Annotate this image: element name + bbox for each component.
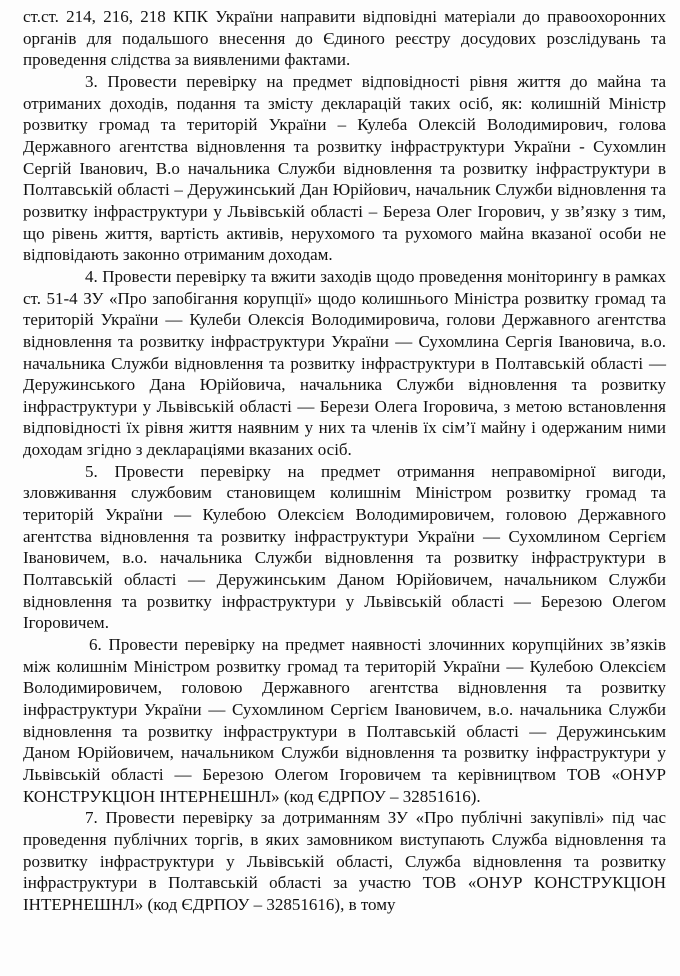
paragraph-3: 3. Провести перевірку на предмет відповідності рівня життя до майна та отриманих доходів, подання та змісту декларацій таких осіб, як: колишній Міністр розвитку громад та територій України – Кулеба Олексій Володимирович, голова Державного агентства відновлення та розвитку інфраструктури України - Сухомлин Сергій Іванович, В.о начальника Служби відновлення та розвитку інфраструктури в Полтавській області – Деружинський Дан Юрійович, начальник Служби відновлення та розвитку інфраструктури у Львівській області – Береза Олег Ігорович, у зв’язку з тим, що рівень життя, вартість активів, нерухомого та рухомого майна вказаної особи не відповідають законно отриманим доходам.: [23, 71, 666, 265]
paragraph-2-continuation: ст.ст. 214, 216, 218 КПК України направити відповідні матеріали до правоохоронних органів для подальшого внесення до Єдиного реєстру досудових розслідувань та проведення слідства за виявленими фактами.: [23, 7, 666, 70]
paragraph-6: 6. Провести перевірку на предмет наявності злочинних корупційних зв’язків між колишнім Міністром розвитку громад та територій України — Кулебою Олексієм Володимировичем, головою Державного агентства відновлення та розвитку інфраструктури України — Сухомлином Сергієм Івановичем, в.о. начальника Служби відновлення та розвитку інфраструктури в Полтавській області — Деружинським Даном Юрійовичем, начальником Служби відновлення та розвитку інфраструктури у Львівській області — Березою Олегом Ігоровичем та керівництвом ТОВ «ОНУР КОНСТРУКЦІОН ІНТЕРНЕШНЛ» (код ЄДРПОУ – 32851616).: [23, 635, 666, 806]
paragraph-7: 7. Провести перевірку за дотриманням ЗУ «Про публічні закупівлі» під час проведення публічних торгів, в яких замовником виступають Служба відновлення та розвитку інфраструктури у Львівській області, Служба відновлення та розвитку інфраструктури в Полтавській області за участю ТОВ «ОНУР КОНСТРУКЦІОН ІНТЕРНЕШНЛ» (код ЄДРПОУ – 32851616), в тому: [23, 808, 666, 914]
paragraph-4: 4. Провести перевірку та вжити заходів щодо проведення моніторингу в рамках ст. 51-4 ЗУ «Про запобігання корупції» щодо колишнього Міністра розвитку громад та територій України — Кулеби Олексія Володимировича, голови Державного агентства відновлення та розвитку інфраструктури України — Сухомлина Сергія Івановича, в.о. начальника Служби відновлення та розвитку інфраструктури в Полтавській області — Деружинського Дана Юрійовича, начальника Служби відновлення та розвитку інфраструктури у Львівській області — Берези Олега Ігоровича, з метою встановлення відповідності їх рівня життя наявним у них та членів їх сім’ї майну і одержаним ними доходам згідно з деклараціями вказаних осіб.: [23, 266, 666, 460]
paragraph-5: 5. Провести перевірку на предмет отримання неправомірної вигоди, зловживання службовим становищем колишнім Міністром розвитку громад та територій України — Кулебою Олексієм Володимировичем, головою Державного агентства відновлення та розвитку інфраструктури України — Сухомлином Сергієм Івановичем, в.о. начальника Служби відновлення та розвитку інфраструктури в Полтавській області — Деружинським Даном Юрійовичем, начальником Служби відновлення та розвитку інфраструктури у Львівській області — Березою Олегом Ігоровичем.: [23, 461, 666, 633]
